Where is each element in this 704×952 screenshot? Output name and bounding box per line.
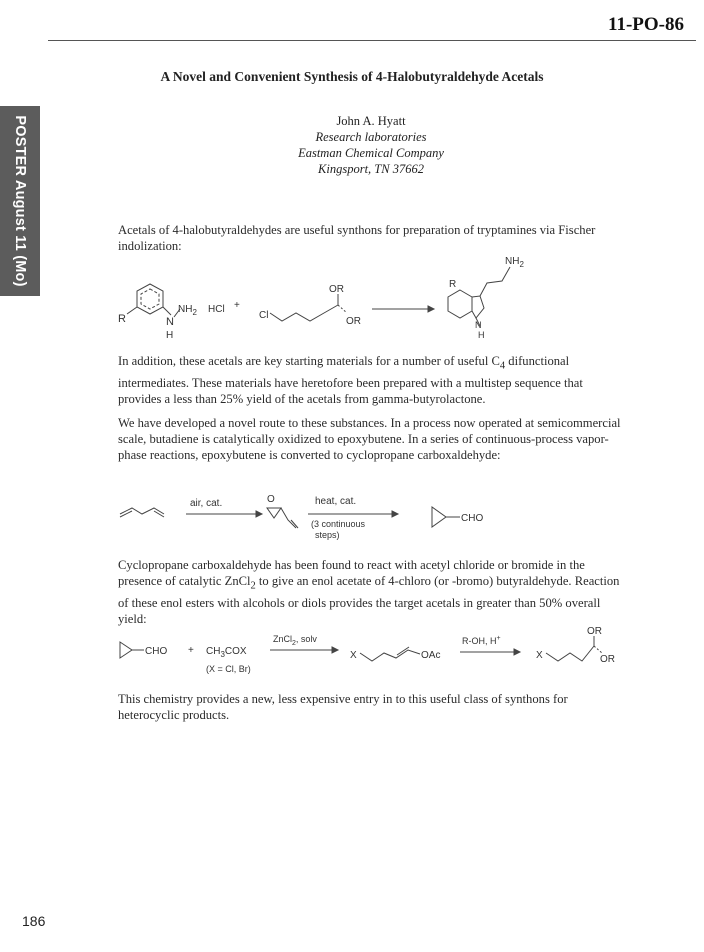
plus-sign-2: +: [188, 645, 194, 656]
product-r-label: R: [449, 279, 457, 290]
product-n-label: N: [475, 320, 482, 330]
hcl-label: HCl: [208, 304, 225, 315]
epoxide-o-label: O: [267, 494, 275, 505]
n-label: N: [166, 316, 174, 328]
paper-title: A Novel and Convenient Synthesis of 4-Halobutyraldehyde Acetals: [160, 69, 544, 84]
product-nh2-label: $NH_2$: [505, 256, 524, 269]
oac-label: OAc: [421, 650, 441, 661]
enol-acetate-chain: [360, 650, 420, 661]
benzene-inner-ring: [141, 289, 159, 309]
x-label-2: X: [536, 650, 543, 661]
cho-label: CHO: [461, 513, 484, 524]
author-block: [0, 113, 704, 177]
side-tab-label: POSTER August 11 (Mo): [12, 115, 28, 287]
or-top-label: OR: [329, 284, 344, 295]
page-number: 186: [22, 913, 46, 929]
paragraph-intro: Acetals of 4-halobutyraldehydes are useful synthons for preparation of tryptamines via Fischer indolization:: [118, 223, 596, 253]
h-label: H: [166, 330, 174, 341]
cho-label-2: CHO: [145, 646, 168, 657]
scheme-fischer-indolization: [110, 250, 630, 350]
author-name: John A. Hyatt: [336, 114, 406, 128]
r-label: R: [118, 313, 126, 325]
condition-heat-cat: heat, cat.: [315, 496, 357, 507]
product-h-label: H: [478, 330, 485, 340]
author-lab: Research laboratories: [315, 130, 427, 144]
scheme-cyclopropane-route: [110, 490, 510, 550]
acetal-or-top: OR: [587, 626, 602, 637]
halogen-note: (X = Cl, Br): [206, 664, 251, 674]
paragraph-zncl2: Cyclopropane carboxaldehyde has been found to react with acetyl chloride or bromide in the presence of catalytic ZnCl$_2$ to give an enol acetate of 4-chloro (or -bromo) butyraldehyde. Reaction of these enol esters with alcohols or diols provides the target acetals in greater than 50% overall yield:: [118, 558, 620, 626]
paragraph-background: In addition, these acetals are key starting materials for a number of useful $C_4$ difunctional intermediates. These materials have heretofore been prepared with a multistep sequence that provides a less than 25% yield of the acetals from gamma-butyrolactone.: [118, 354, 583, 406]
condition-note-1: (3 continuous: [311, 519, 366, 529]
paragraph-conclusion: This chemistry provides a new, less expensive entry in to this useful class of synthons for heterocyclic products.: [118, 692, 568, 722]
condition-zncl2: ZnCl$_2$, solv: [273, 634, 317, 647]
or-bottom-label: OR: [346, 316, 361, 327]
cl-label: Cl: [259, 310, 269, 321]
indole-pyrrole-ring: [472, 296, 484, 318]
condition-note-2: steps): [315, 530, 340, 540]
epoxybutene-ring: [267, 508, 281, 518]
scheme-enol-acetate-route: [110, 620, 640, 680]
acetal-or-bottom: OR: [600, 654, 615, 665]
cyclopropane-ring: [432, 507, 446, 527]
chain-bonds: [270, 305, 338, 321]
nh2-label: $NH_2$: [178, 304, 197, 317]
cyclopropane-ring-2: [120, 642, 132, 658]
plus-sign: +: [234, 300, 240, 311]
x-label: X: [350, 650, 357, 661]
header-rule: [48, 40, 696, 41]
indole-benzene-ring: [448, 290, 472, 318]
condition-air-cat: air, cat.: [190, 498, 223, 509]
author-location: Kingsport, TN 37662: [318, 162, 424, 176]
poster-code: 11-PO-86: [608, 14, 684, 35]
author-company: Eastman Chemical Company: [298, 146, 444, 160]
paragraph-route: We have developed a novel route to these substances. In a process now operated at semicommercial scale, butadiene is catalytically oxidized to epoxybutene. In a series of continuous-process vapor-phase reactions, epoxybutene is converted to cyclopropane carboxaldehyde:: [118, 416, 621, 462]
condition-roh-h: R-OH, H+: [462, 635, 501, 646]
acetyl-halide-label: $CH_3COX$: [206, 646, 247, 659]
acetal-chain: [546, 646, 594, 661]
